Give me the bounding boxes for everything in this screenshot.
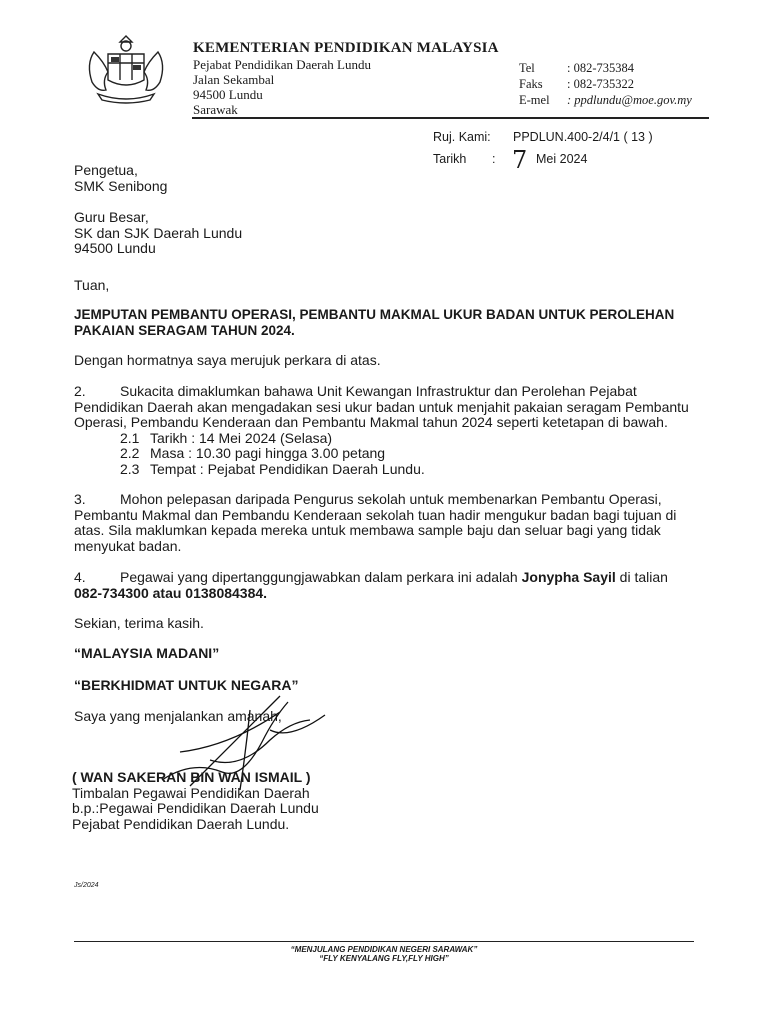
para-line: Pendidikan Daerah akan mengadakan sesi ukur badan untuk menjahit pakaian seragam Pembantu: [74, 398, 689, 415]
para-line: Pegawai yang dipertanggungjawabkan dalam perkara ini adalah: [120, 569, 522, 585]
para-number: 3.: [74, 491, 86, 507]
list-item: [74, 462, 696, 478]
tel-label: Tel: [519, 61, 535, 75]
item-number: 2.3: [120, 460, 140, 477]
street-address: Jalan Sekambal: [193, 72, 275, 87]
paragraph-3: [74, 492, 696, 554]
intro-paragraph: Dengan hormatnya saya merujuk perkara di atas.: [74, 352, 381, 368]
signatory-name: ( WAN SAKERAN BIN WAN ISMAIL ): [72, 769, 311, 785]
paragraph-2: [74, 384, 696, 477]
signatory-block: [72, 770, 319, 832]
contact-phone-numbers: 082-734300 atau 0138084384.: [74, 584, 268, 601]
reference-initials: Js/2024: [74, 882, 99, 889]
para-line: di talian: [615, 569, 668, 585]
signatory-title: Pejabat Pendidikan Daerah Lundu.: [72, 815, 290, 832]
item-text: Tarikh : 14 Mei 2024 (Selasa): [150, 429, 333, 446]
contact-block: [519, 61, 692, 107]
para-line: Operasi, Pembandu Kenderaan dan Pembantu Makmal tahun 2024 seperti ketetapan di bawah.: [74, 414, 668, 430]
para-line: atas. Sila maklumkan kepada mereka untuk membawa sample baju dan seluar bagi yang tidak: [74, 522, 661, 538]
paragraph-4: [74, 570, 696, 601]
salutation: Tuan,: [74, 277, 110, 293]
postcode-city: 94500 Lundu: [193, 87, 263, 102]
para-number: 4.: [74, 569, 86, 585]
date-value: Mei 2024: [536, 152, 588, 166]
faks-value: : 082-735322: [567, 77, 635, 91]
subject-line: JEMPUTAN PEMBANTU OPERASI, PEMBANTU MAKMAL UKUR BADAN UNTUK PEROLEHAN: [74, 307, 675, 322]
reference-label: Ruj. Kami:: [433, 130, 491, 144]
recipient-line: Pengetua,: [74, 162, 138, 178]
list-item: [74, 431, 696, 447]
coat-of-arms-icon: [80, 32, 172, 106]
recipient-line: Guru Besar,: [74, 209, 149, 225]
para-number: 2.: [74, 383, 86, 399]
closing: Sekian, terima kasih.: [74, 615, 204, 631]
item-text: Tempat : Pejabat Pendidikan Daerah Lundu.: [150, 460, 425, 477]
recipient-line: SMK Senibong: [74, 177, 168, 194]
subject: [74, 307, 674, 338]
date-day-handwritten: 7: [512, 146, 528, 174]
para-line: Sukacita dimaklumkan bahawa Unit Kewangan Infrastruktur dan Perolehan Pejabat: [120, 383, 637, 399]
para-line: Mohon pelepasan daripada Pengurus sekolah untuk membenarkan Pembantu Operasi,: [120, 491, 662, 507]
letterhead-divider: [192, 117, 709, 119]
item-text: Masa : 10.30 pagi hingga 3.00 petang: [150, 445, 386, 461]
email-value: : ppdlundu@moe.gov.my: [567, 93, 692, 107]
motto-malaysia-madani: “MALAYSIA MADANI”: [74, 645, 220, 661]
para-line: menyukat badan.: [74, 537, 182, 554]
subject-line: PAKAIAN SERAGAM TAHUN 2024.: [74, 322, 295, 338]
footer-line: “MENJULANG PENDIDIKAN NEGERI SARAWAK”: [290, 945, 478, 954]
date-label: Tarikh: [433, 152, 467, 166]
signatory-title: b.p.:Pegawai Pendidikan Daerah Lundu: [72, 800, 319, 816]
para-line: Pembantu Makmal dan Pembandu Kenderaan sekolah tuan hadir mengukur badan bagi tujuan di: [74, 506, 677, 523]
list-item: [74, 446, 696, 462]
tel-value: : 082-735384: [567, 61, 635, 75]
footer-divider: [74, 941, 694, 942]
reference-value: PPDLUN.400-2/4/1 ( 13 ): [513, 130, 653, 144]
footer-motto: [74, 945, 694, 963]
contact-person-name: Jonypha Sayil: [521, 569, 616, 585]
date-colon: :: [492, 152, 496, 166]
recipient-line: 94500 Lundu: [74, 240, 156, 256]
footer-line: “FLY KENYALANG FLY,FLY HIGH”: [319, 954, 449, 963]
office-name: Pejabat Pendidikan Daerah Lundu: [193, 57, 371, 72]
recipient-line: SK dan SJK Daerah Lundu: [74, 224, 243, 241]
ministry-name: KEMENTERIAN PENDIDIKAN MALAYSIA: [193, 40, 499, 56]
motto-berkhidmat: “BERKHIDMAT UNTUK NEGARA”: [74, 677, 299, 693]
faks-label: Faks: [519, 77, 543, 91]
recipient-block: [74, 163, 242, 257]
state: Sarawak: [193, 102, 238, 117]
trust-line: Saya yang menjalankan amanah,: [74, 708, 282, 724]
item-number: 2.1: [120, 429, 140, 446]
email-label: E-mel: [519, 93, 550, 107]
item-number: 2.2: [120, 445, 140, 461]
signatory-title: Timbalan Pegawai Pendidikan Daerah: [72, 784, 310, 801]
